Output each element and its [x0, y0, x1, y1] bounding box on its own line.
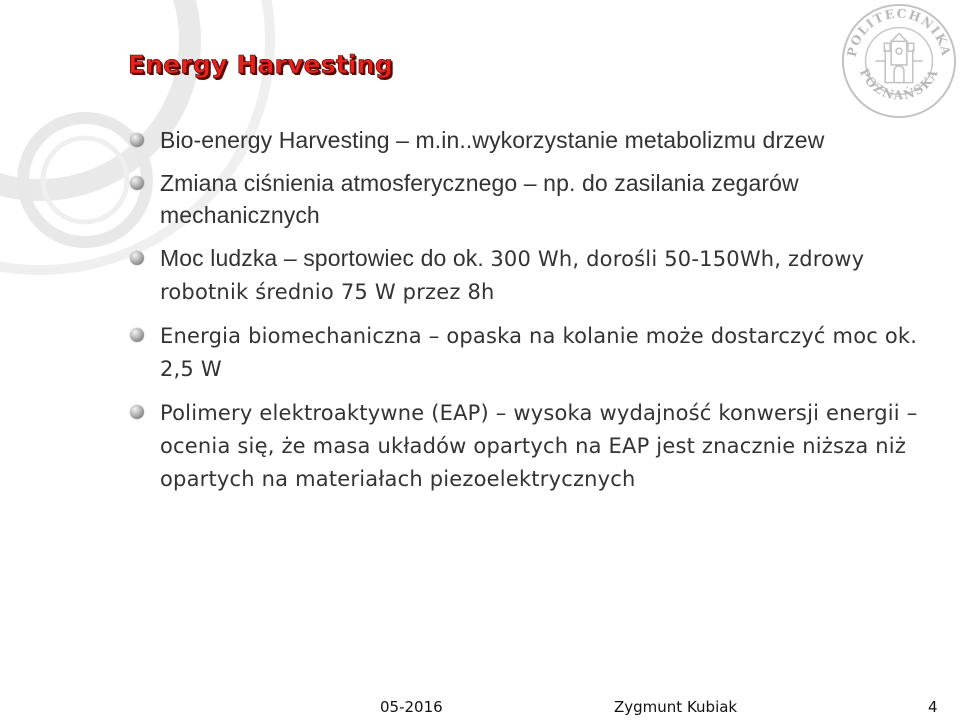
bullet-text: Bio-energy Harvesting – m.in..wykorzystanie metabolizmu drzew [160, 127, 825, 153]
footer-date: 05-2016 [380, 698, 443, 716]
sphere-bullet-icon [130, 328, 144, 342]
sphere-bullet-icon [130, 251, 144, 265]
bullet-item [130, 124, 940, 156]
bullet-text: 300 Wh, dorośli 50-150Wh, zdrowy robotnik średnio 75 W przez 8h [160, 247, 865, 304]
sphere-bullet-icon [130, 133, 144, 147]
sphere-bullet-icon [130, 405, 144, 419]
bullet-item [130, 242, 940, 308]
seal-ring-top: POLITECHNIKA [843, 5, 955, 59]
svg-text:POLITECHNIKA [844, 5, 954, 58]
slide-footer [0, 690, 960, 726]
bullet-text: Moc ludzka – sportowiec do ok. [160, 245, 491, 271]
university-seal-icon [840, 2, 958, 120]
bullet-list [130, 124, 940, 506]
sphere-bullet-icon [130, 176, 144, 190]
seal-ring-bottom: POZNAŃSKA [856, 65, 942, 103]
bullet-text: Energia biomechaniczna – opaska na kolanie może dostarczyć moc ok. 2,5 W [160, 324, 918, 381]
bullet-text: Zmiana ciśnienia atmosferycznego – np. do zasilania zegarów mechanicznych [160, 170, 799, 228]
slide-title: Energy Harvesting [128, 50, 393, 79]
svg-text:POZNAŃSKA [857, 66, 941, 102]
footer-author: Zygmunt Kubiak [614, 698, 738, 716]
bullet-item [130, 319, 940, 385]
bullet-item [130, 167, 940, 231]
bullet-text: Polimery elektroaktywne (EAP) – wysoka wydajność konwersji energii – ocenia się, że masa układów opartych na EAP jest znacznie niższa niż opartych na materiałach piezoelektrycznych [160, 401, 918, 491]
footer-page-number: 4 [928, 698, 938, 716]
bullet-item [130, 396, 940, 495]
